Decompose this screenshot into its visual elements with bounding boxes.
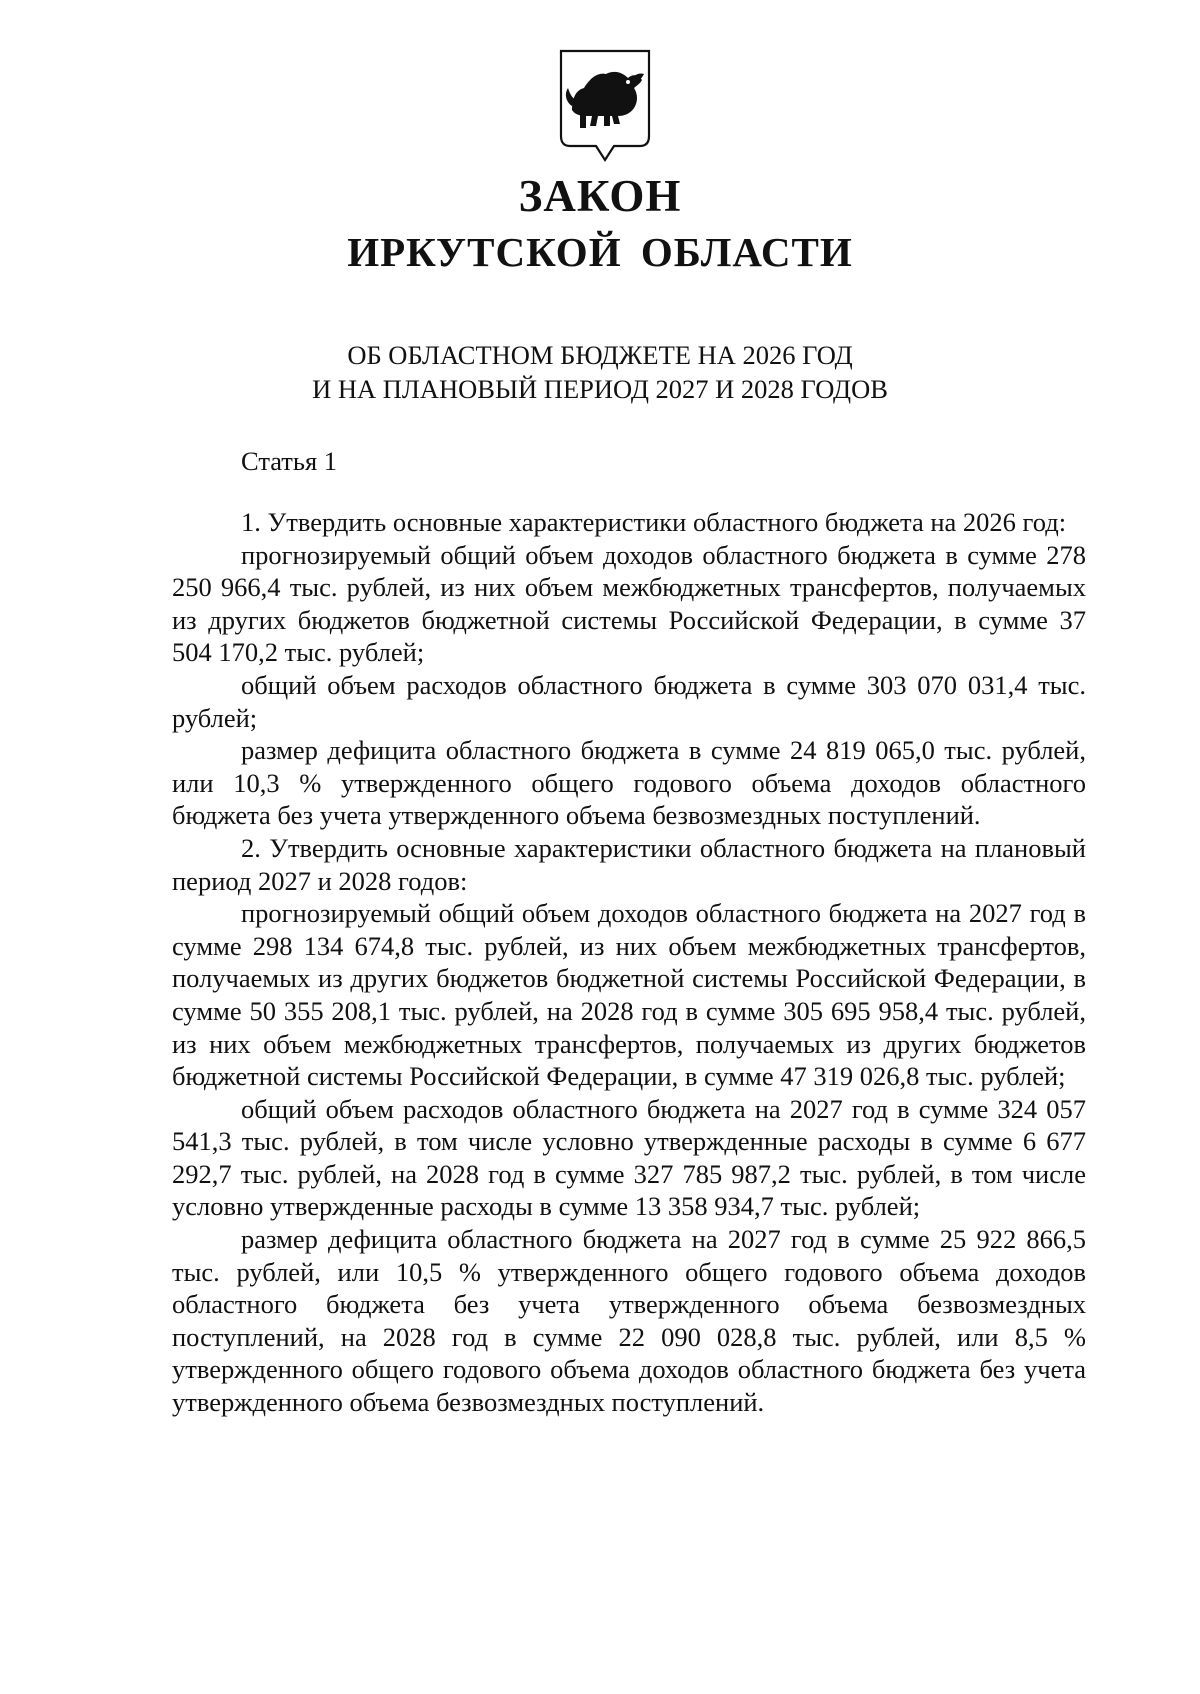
paragraph-6: прогнозируемый общий объем доходов областного бюджета на 2027 год в сумме 298 134 674,8 тыс. рублей, из них объем межбюджетных трансфертов, получаемых из других бюджетов бюджетной системы Российской Федерации, в сумме 50 355 208,1 тыс. рублей, на 2028 год в сумме 305 695 958,4 тыс. рублей, из них объем межбюджетных трансфертов, получаемых из других бюджетов бюджетной системы Российской Федерации, в сумме 47 319 026,8 тыс. рублей; [172, 898, 1086, 1092]
paragraph-2: прогнозируемый общий объем доходов областного бюджета в сумме 278 250 966,4 тыс. рублей, из них объем межбюджетных трансфертов, получаемых из других бюджетов бюджетной системы Российской Федерации, в сумме 37 504 170,2 тыс. рублей; [172, 539, 1086, 668]
paragraph-3: общий объем расходов областного бюджета в сумме 303 070 031,4 тыс. рублей; [172, 669, 1086, 733]
subject-line-2: И НА ПЛАНОВЫЙ ПЕРИОД 2027 И 2028 ГОДОВ [312, 374, 888, 404]
paragraph-7: общий объем расходов областного бюджета на 2027 год в сумме 324 057 541,3 тыс. рублей, в том числе условно утвержденные расходы в сумме 6 677 292,7 тыс. рублей, на 2028 год в сумме 327 785 987,2 тыс. рублей, в том числе условно утвержденные расходы в сумме 13 358 934,7 тыс. рублей; [172, 1093, 1086, 1222]
coat-of-arms-icon [558, 48, 652, 166]
paragraph-1: 1. Утвердить основные характеристики областного бюджета на 2026 год: [241, 507, 1067, 537]
law-subject [0, 338, 1200, 406]
article-body [172, 506, 1086, 1419]
paragraph-8: размер дефицита областного бюджета на 2027 год в сумме 25 922 866,5 тыс. рублей, или 10,5 % утвержденного общего годового объема доходов областного бюджета без учета утвержденного объема безвозмездных поступлений, на 2028 год в сумме 22 090 028,8 тыс. рублей, или 8,5 % утвержденного общего годового объема доходов областного бюджета без учета утвержденного объема безвозмездных поступлений. [172, 1224, 1086, 1418]
paragraph-5: 2. Утвердить основные характеристики областного бюджета на плановый период 2027 и 2028 годов: [172, 832, 1086, 896]
region-title: ИРКУТСКОЙ ОБЛАСТИ [347, 229, 853, 275]
article-heading: Статья 1 [241, 446, 338, 476]
paragraph-4: размер дефицита областного бюджета в сумме 24 819 065,0 тыс. рублей, или 10,3 % утвержденного общего годового объема доходов областного бюджета без учета утвержденного объема безвозмездных поступлений. [172, 735, 1086, 831]
subject-line-1: ОБ ОБЛАСТНОМ БЮДЖЕТЕ НА 2026 ГОД [347, 340, 853, 370]
law-title: ЗАКОН [518, 171, 682, 221]
